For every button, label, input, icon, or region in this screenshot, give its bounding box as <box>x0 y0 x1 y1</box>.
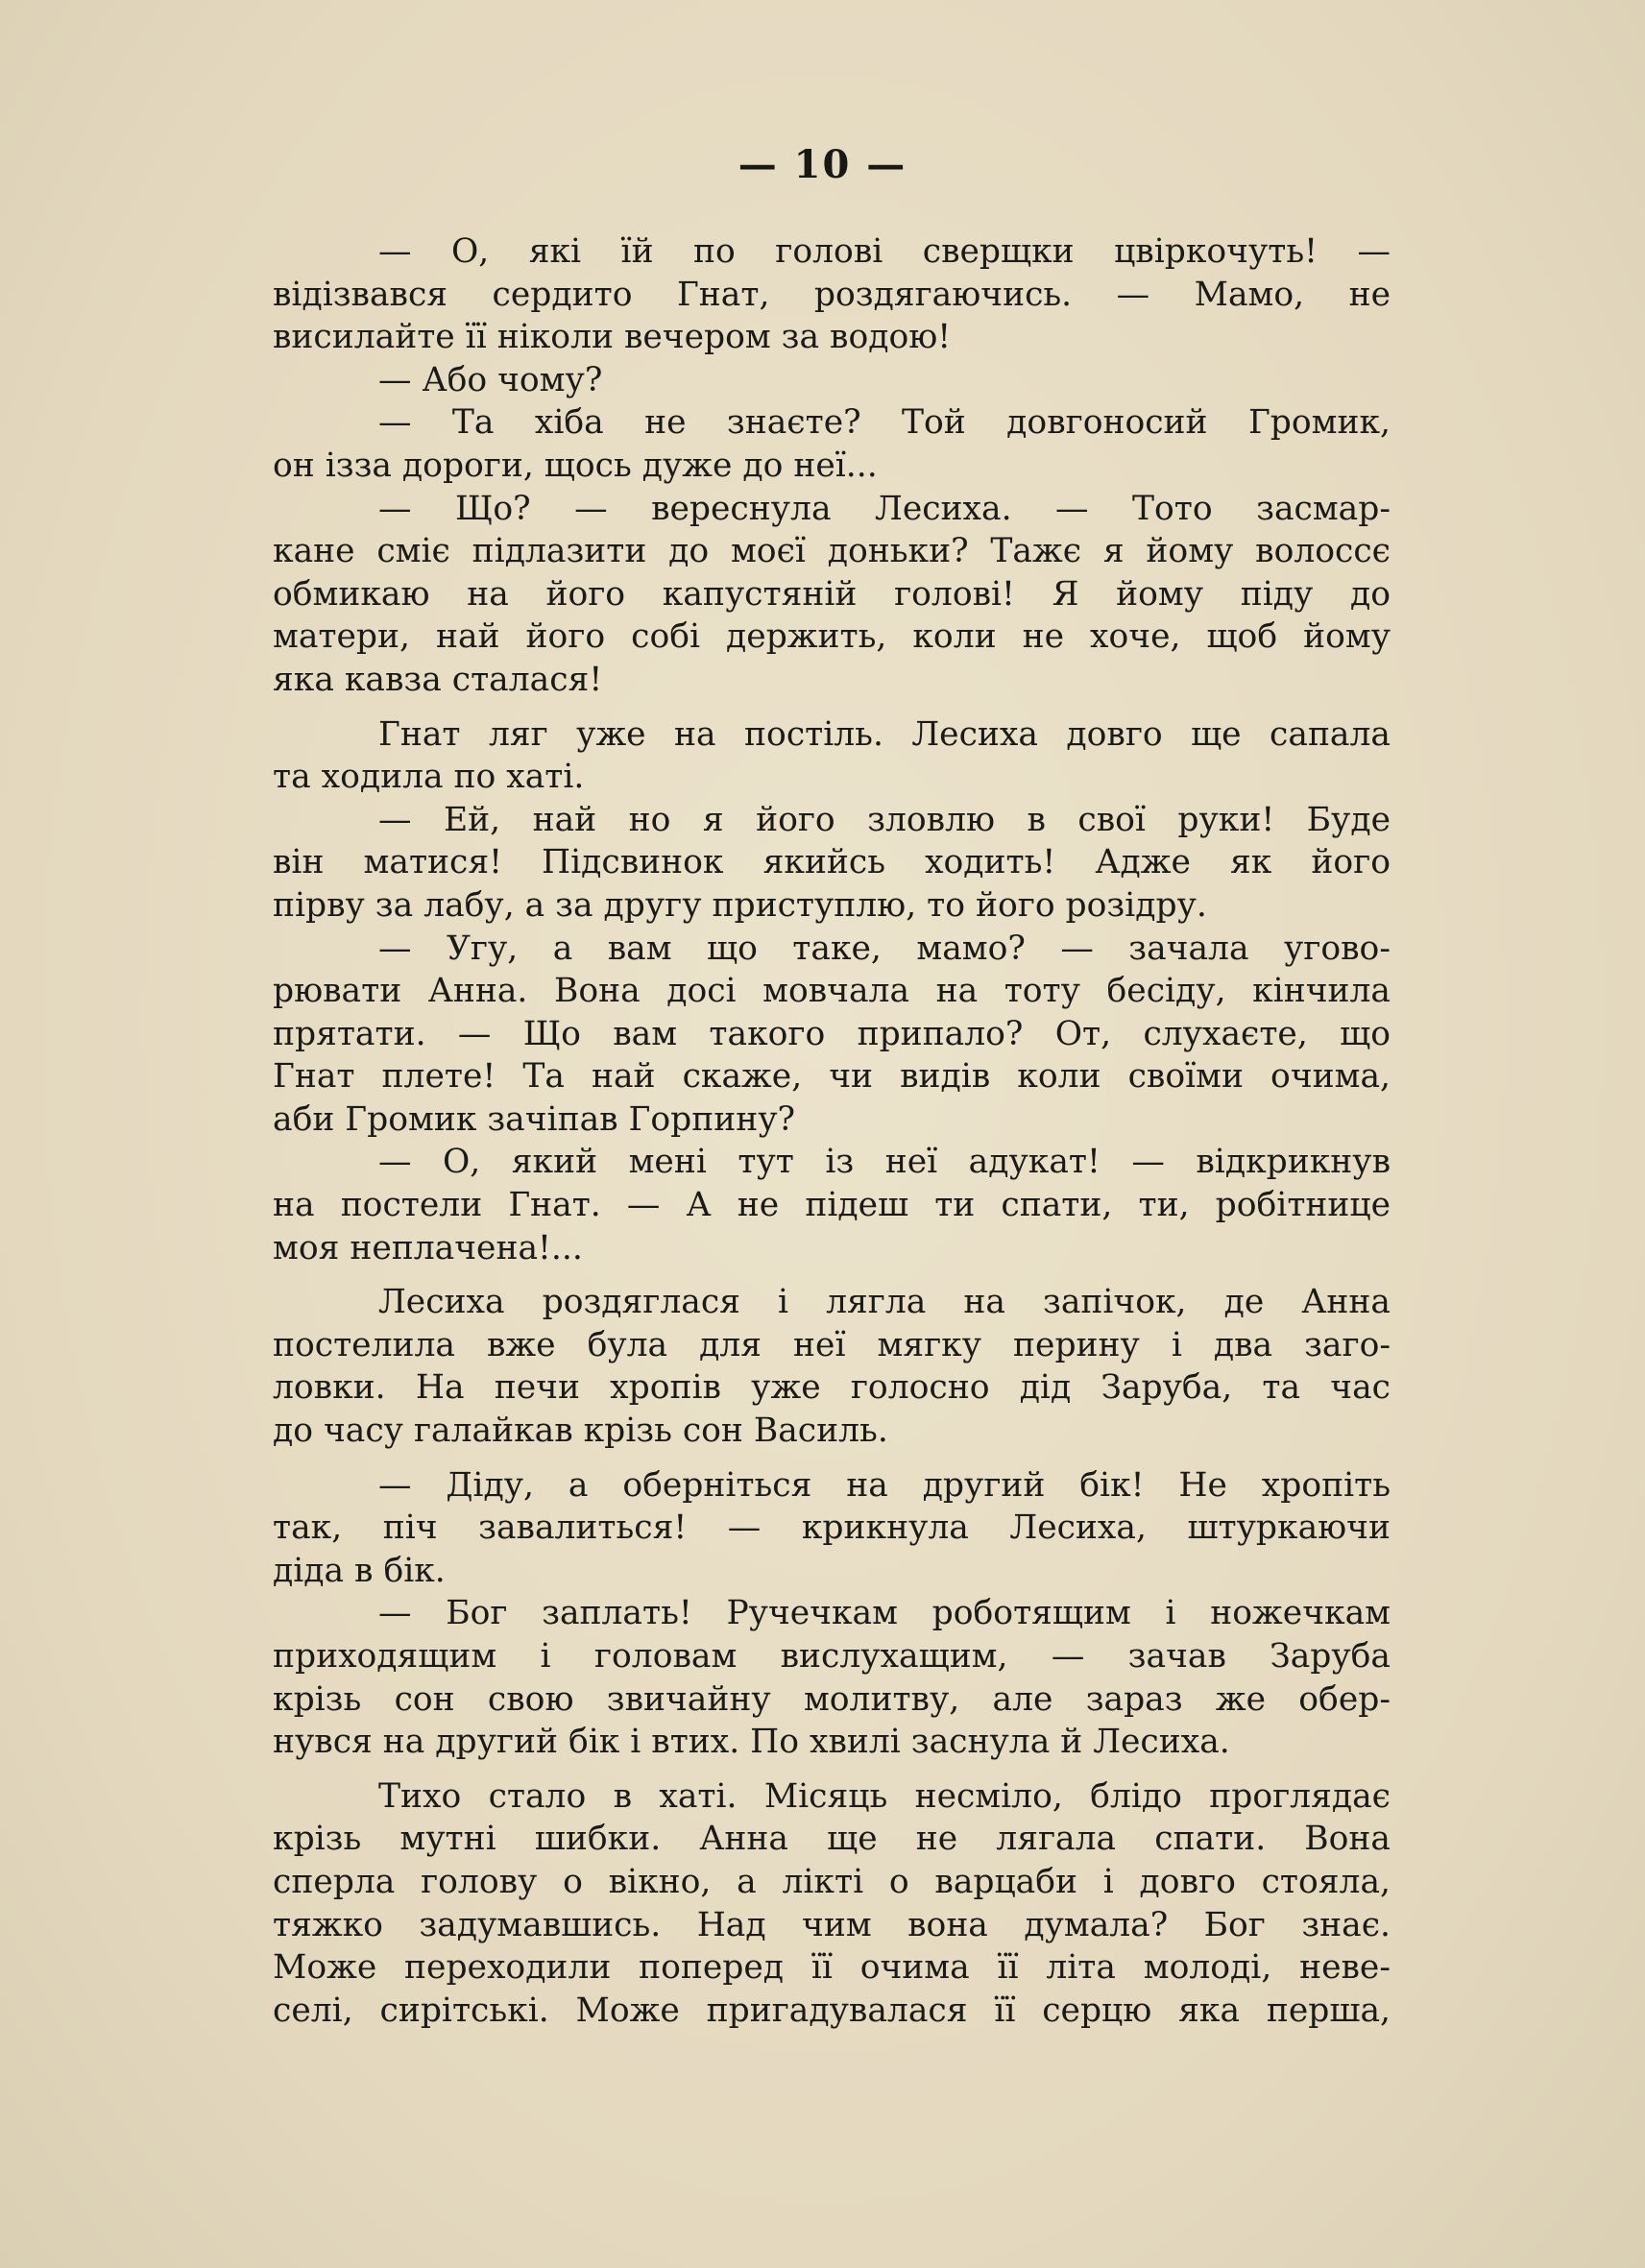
text-line: крізь мутні шибки. Анна ще не лягала спати. Вона <box>273 1820 1391 1859</box>
body-text <box>273 230 1391 2032</box>
paragraph-gap <box>273 1764 1391 1775</box>
text-line: відізвався сердито Гнат, роздягаючись. — Мамо, не <box>273 275 1391 314</box>
text-line: он ізза дороги, щось дуже до неї... <box>273 446 878 485</box>
text-line: крізь сон свою звичайну молитву, але зараз же обер- <box>273 1679 1391 1719</box>
paragraph <box>273 230 1391 359</box>
text-line: — О, який мені тут із неї адукат! — відкрикнув <box>378 1143 1391 1182</box>
text-line: так, піч завалиться! — крикнула Лесиха, штуркаючи <box>273 1508 1391 1548</box>
text-line: Гнат плете! Та най скаже, чи видів коли своїми очима, <box>273 1057 1391 1097</box>
paragraph <box>273 928 1391 1142</box>
paragraph <box>273 713 1391 799</box>
paragraph-gap <box>273 1269 1391 1281</box>
text-line: — Угу, а вам що таке, мамо? — зачала угово- <box>378 929 1391 968</box>
page-number: — 10 — <box>738 142 907 187</box>
text-line: на постели Гнат. — А не підеш ти спати, ти, робітнице <box>273 1186 1391 1225</box>
text-line: нувся на другий бік і втих. По хвилі заснула й Лесиха. <box>273 1723 1230 1762</box>
text-line: рювати Анна. Вона досі мовчала на тоту бесіду, кінчила <box>273 972 1391 1011</box>
text-line: тяжко задумавшись. Над чим вона думала? Бог знає. <box>273 1905 1391 1944</box>
text-line: селі, сирітські. Може пригадувалася її серцю яка перша, <box>273 1991 1391 2030</box>
text-line: моя неплачена!... <box>273 1228 583 1267</box>
paragraph-gap <box>273 702 1391 713</box>
paragraph <box>273 1141 1391 1269</box>
text-line: матери, най його собі держить, коли не хоче, щоб йому <box>273 617 1391 657</box>
text-line: він матися! Підсвинок якийсь ходить! Адже як його <box>273 843 1391 882</box>
text-line: Лесиха роздяглася і лягла на запічок, де Анна <box>378 1283 1391 1322</box>
text-line: та ходила по хаті. <box>273 758 585 797</box>
text-line: — Діду, а оберніться на другий бік! Не хропіть <box>378 1465 1391 1505</box>
paragraph <box>273 1775 1391 2033</box>
text-line: діда в бік. <box>273 1551 446 1590</box>
text-line: яка кавза сталася! <box>273 660 603 699</box>
text-line: постелила вже була для неї мягку перину і два заго- <box>273 1325 1391 1364</box>
text-line: Тихо стало в хаті. Місяць несміло, блідо проглядає <box>378 1776 1391 1816</box>
paragraph <box>273 1281 1391 1452</box>
text-line: аби Громик зачіпав Горпину? <box>273 1099 796 1139</box>
text-line: — Та хіба не знаєте? Той довгоносий Громик, <box>378 403 1391 443</box>
text-line: Гнат ляг уже на постіль. Лесиха довго ще сапала <box>378 714 1391 754</box>
text-line: висилайте її ніколи вечером за водою! <box>273 318 952 357</box>
text-line: кане сміє підлазити до моєї доньки? Тажє я йому волоссє <box>273 532 1391 571</box>
paragraph <box>273 401 1391 487</box>
paragraph <box>273 799 1391 928</box>
text-line: Може переходили поперед її очима її літа молоді, неве- <box>273 1948 1391 1988</box>
paragraph <box>273 488 1391 702</box>
text-line: — Бог заплать! Ручечкам роботящим і ножечкам <box>378 1594 1391 1633</box>
paragraph <box>273 359 1391 402</box>
text-line: приходящим і головам вислухащим, — зачав Заруба <box>273 1637 1391 1676</box>
text-line: прятати. — Що вам такого припало? От, слухаєте, що <box>273 1014 1391 1053</box>
paragraph <box>273 1592 1391 1763</box>
text-line: до часу галайкав крізь сон Василь. <box>273 1411 888 1451</box>
paragraph-gap <box>273 1453 1391 1464</box>
text-line: сперла голову о вікно, а лікті о варцаби і довго стояла, <box>273 1862 1391 1901</box>
paragraph <box>273 1464 1391 1593</box>
text-line: — Ей, най но я його зловлю в свої руки! Буде <box>378 800 1391 839</box>
text-line: пірву за лабу, а за другу приступлю, то його розідру. <box>273 885 1207 925</box>
text-line: — Або чому? <box>378 360 603 399</box>
text-line: ловки. На печи хропів уже голосно дід Заруба, та час <box>273 1368 1391 1408</box>
text-line: обмикаю на його капустяній голові! Я йому піду до <box>273 574 1391 614</box>
text-line: — О, які їй по голові сверщки цвіркочуть! — <box>378 232 1391 271</box>
text-line: — Що? — вереснула Лесиха. — Тото засмар- <box>378 489 1391 528</box>
